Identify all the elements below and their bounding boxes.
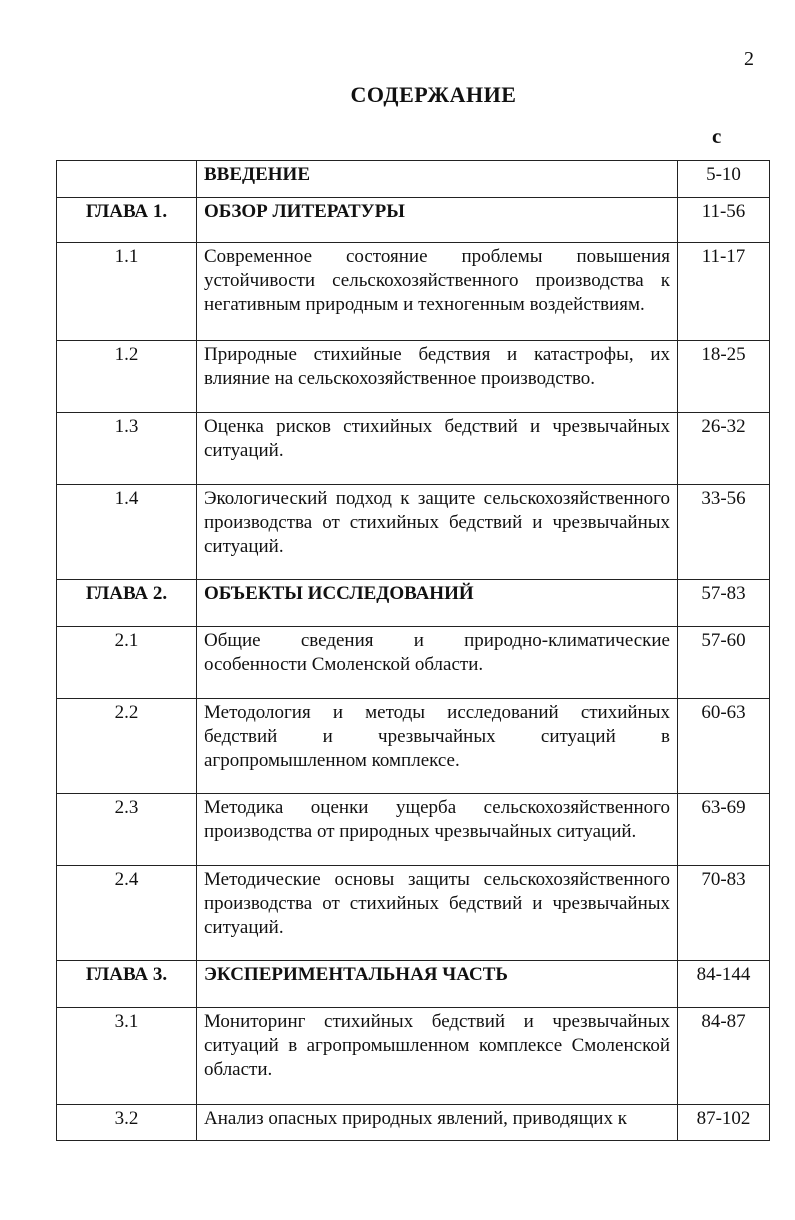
entry-pages: 84-87 [678, 1008, 770, 1105]
chapter-row [57, 961, 770, 1008]
section-row [57, 413, 770, 485]
section-row [57, 341, 770, 413]
entry-number: 1.4 [57, 485, 197, 580]
entry-title: Современное состояние проблемы повышения устойчивости сельскохозяйственного производства к негативным природным и техногенным воздействиям. [197, 243, 678, 341]
entry-title: Методические основы защиты сельскохозяйственного производства от стихийных бедствий и чрезвычайных ситуаций. [197, 866, 678, 961]
entry-number: ГЛАВА 3. [57, 961, 197, 1008]
chapter-row [57, 161, 770, 198]
section-row [57, 627, 770, 699]
entry-title: ЭКСПЕРИМЕНТАЛЬНАЯ ЧАСТЬ [197, 961, 678, 1008]
entry-number: 2.1 [57, 627, 197, 699]
entry-number: 1.3 [57, 413, 197, 485]
entry-pages: 5-10 [678, 161, 770, 198]
entry-title: ВВЕДЕНИЕ [197, 161, 678, 198]
section-row [57, 243, 770, 341]
entry-number: 2.3 [57, 794, 197, 866]
entry-title: Методология и методы исследований стихийных бедствий и чрезвычайных ситуаций в агропромышленном комплексе. [197, 699, 678, 794]
entry-pages: 57-83 [678, 580, 770, 627]
section-row [57, 1105, 770, 1141]
chapter-row [57, 198, 770, 243]
entry-pages: 11-56 [678, 198, 770, 243]
entry-title: Методика оценки ущерба сельскохозяйственного производства от природных чрезвычайных ситуаций. [197, 794, 678, 866]
entry-title: Оценка рисков стихийных бедствий и чрезвычайных ситуаций. [197, 413, 678, 485]
entry-number: 1.1 [57, 243, 197, 341]
entry-title: Мониторинг стихийных бедствий и чрезвычайных ситуаций в агропромышленном комплексе Смоленской области. [197, 1008, 678, 1105]
pages-column-label: с [712, 124, 722, 148]
entry-title: Природные стихийные бедствия и катастрофы, их влияние на сельскохозяйственное производство. [197, 341, 678, 413]
entry-number: 3.1 [57, 1008, 197, 1105]
section-row [57, 794, 770, 866]
entry-number [57, 161, 197, 198]
entry-title: ОБЪЕКТЫ ИССЛЕДОВАНИЙ [197, 580, 678, 627]
entry-number: ГЛАВА 1. [57, 198, 197, 243]
section-row [57, 866, 770, 961]
entry-pages: 26-32 [678, 413, 770, 485]
section-row [57, 485, 770, 580]
entry-number: 2.4 [57, 866, 197, 961]
entry-pages: 33-56 [678, 485, 770, 580]
entry-title: ОБЗОР ЛИТЕРАТУРЫ [197, 198, 678, 243]
entry-title: Экологический подход к защите сельскохозяйственного производства от стихийных бедствий и чрезвычайных ситуаций. [197, 485, 678, 580]
entry-pages: 57-60 [678, 627, 770, 699]
entry-pages: 63-69 [678, 794, 770, 866]
entry-pages: 18-25 [678, 341, 770, 413]
entry-pages: 60-63 [678, 699, 770, 794]
entry-title: Общие сведения и природно-климатические особенности Смоленской области. [197, 627, 678, 699]
entry-pages: 11-17 [678, 243, 770, 341]
section-row [57, 699, 770, 794]
entry-pages: 84-144 [678, 961, 770, 1008]
contents-table [56, 160, 770, 1141]
entry-pages: 87-102 [678, 1105, 770, 1141]
chapter-row [57, 580, 770, 627]
page-title: СОДЕРЖАНИЕ [350, 82, 517, 107]
entry-number: 1.2 [57, 341, 197, 413]
entry-number: ГЛАВА 2. [57, 580, 197, 627]
entry-title: Анализ опасных природных явлений, приводящих к [197, 1105, 678, 1141]
entry-number: 3.2 [57, 1105, 197, 1141]
section-row [57, 1008, 770, 1105]
entry-number: 2.2 [57, 699, 197, 794]
page-number: 2 [744, 48, 754, 70]
entry-pages: 70-83 [678, 866, 770, 961]
